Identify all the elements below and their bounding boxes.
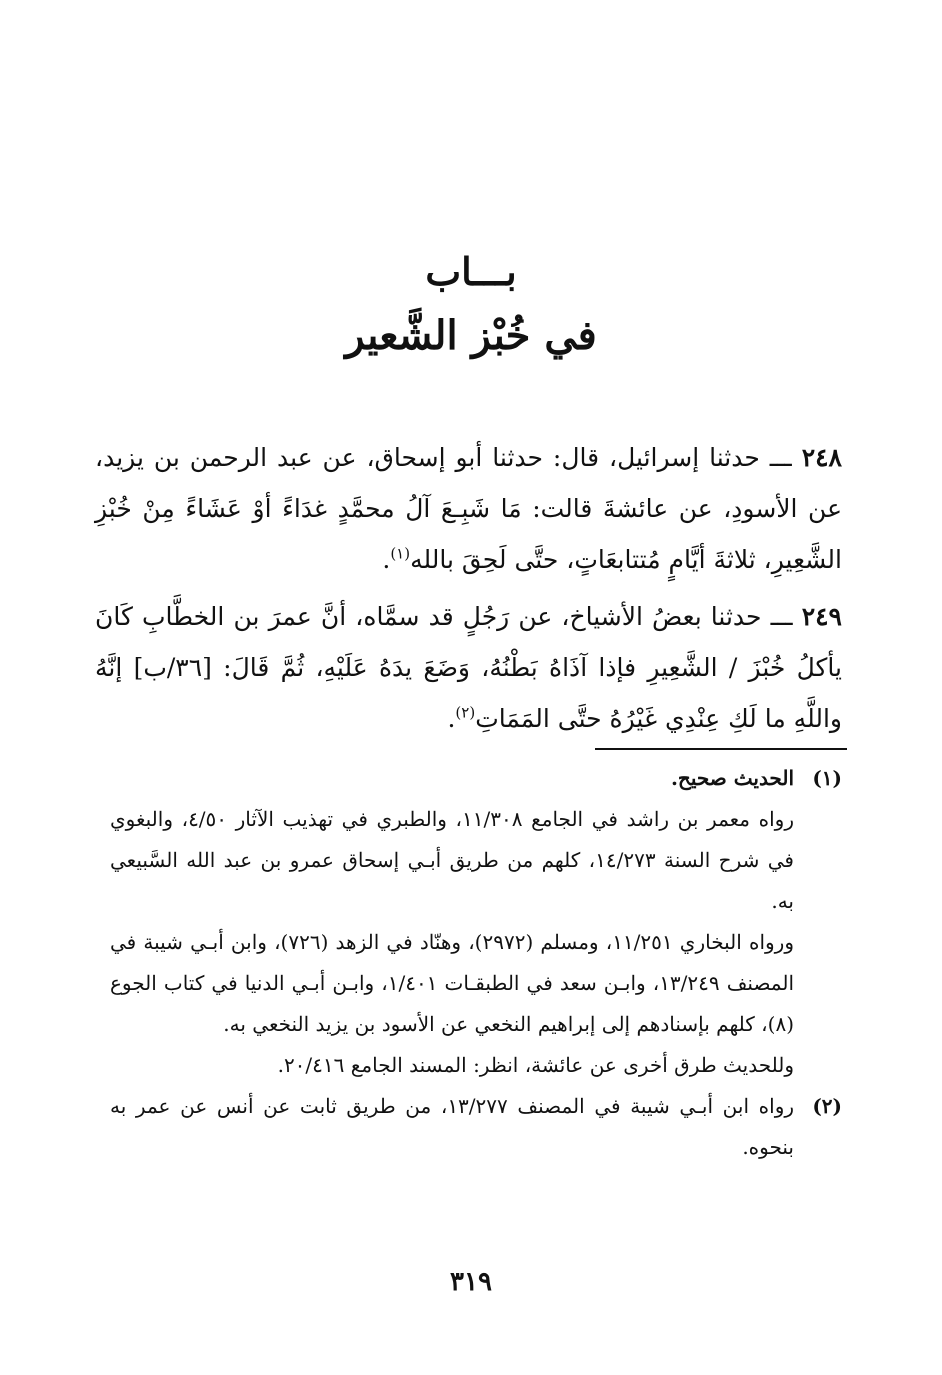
hadith-text-block bbox=[95, 432, 842, 744]
footnote-separator bbox=[595, 748, 847, 750]
chapter-heading: بـــاب bbox=[425, 249, 517, 294]
hadith-number: ٢٤٨ bbox=[801, 443, 842, 472]
hadith-249 bbox=[95, 591, 842, 744]
hadith-248 bbox=[95, 432, 842, 585]
footnote-marker: (٢) bbox=[455, 703, 476, 722]
footnotes bbox=[110, 758, 842, 1168]
hadith-end-mark: . bbox=[447, 704, 456, 733]
footnote-number: (٢) bbox=[812, 1094, 842, 1118]
hadith-number: ٢٤٩ bbox=[801, 602, 842, 631]
hadith-text: ـــ حدثنا إسرائيل، قال: حدثنا أبو إسحاق، عن عبد الرحمن بن يزيد، عن الأسودِ، عن عائشةَ قالت: مَا شَبِـعَ آلُ محمَّدٍ غدَاءً أوْ عَشَاءً مِنْ خُبْزِ الشَّعِيرِ، ثلاثةَ أيَّامٍ مُتتابعَاتٍ، حتَّى لَحِقَ بالله bbox=[95, 443, 842, 574]
page-number: ٣١٩ bbox=[450, 1267, 492, 1297]
footnote-paragraph: وللحديث طرق أخرى عن عائشة، انظر: المسند الجامع ٢٠/٤١٦. bbox=[277, 1053, 794, 1077]
footnote-marker: (١) bbox=[390, 544, 411, 563]
footnote-paragraph: رواه ابن أبـي شيبة في المصنف ١٣/٢٧٧، من طريق ثابت عن أنس عن عمر به بنحوه. bbox=[110, 1094, 795, 1159]
footnote-paragraph: ورواه البخاري ١١/٢٥١، ومسلم (٢٩٧٢)، وهنّاد في الزهد (٧٢٦)، وابن أبـي شيبة في المصنف ١٣/٢٤٩، وابـن سعد في الطبقـات ١/٤٠١، وابـن أبـي الدنيا في كتاب الجوع (٨)، كلهم بإسنادهم إلى إبراهيم النخعي عن الأسود بن يزيد النخعي به. bbox=[110, 930, 794, 1036]
footnote-2 bbox=[110, 1086, 842, 1168]
hadith-grade: الحديث صحيح. bbox=[670, 766, 794, 790]
chapter-title: في خُبْز الشَّعير bbox=[345, 312, 597, 359]
hadith-text: ـــ حدثنا بعضُ الأشياخ، عن رَجُلٍ قد سمَّاه، أنَّ عمرَ بن الخطَّابِ كَانَ يأكلُ خُبْزَ / الشَّعِيرِ فإذا آذَاهُ بَطْنُهُ، وَضَعَ يدَهُ عَلَيْهِ، ثُمَّ قَالَ: [٣٦/ب] إنَّهُ واللَّهِ ما لَكِ عِنْدِي غَيْرُهُ حتَّى المَمَاتِ bbox=[95, 602, 843, 733]
footnote-paragraph: رواه معمر بن راشد في الجامع ١١/٣٠٨، والطبري في تهذيب الآثار ٤/٥٠، والبغوي في شرح السنة ١٤/٢٧٣، كلهم من طريق أبـي إسحاق عمرو بن عبد الله السَّبيعي به. bbox=[110, 807, 794, 913]
footnote-number: (١) bbox=[812, 766, 842, 790]
hadith-end-mark: . bbox=[382, 545, 391, 574]
footnote-1 bbox=[110, 758, 842, 1086]
